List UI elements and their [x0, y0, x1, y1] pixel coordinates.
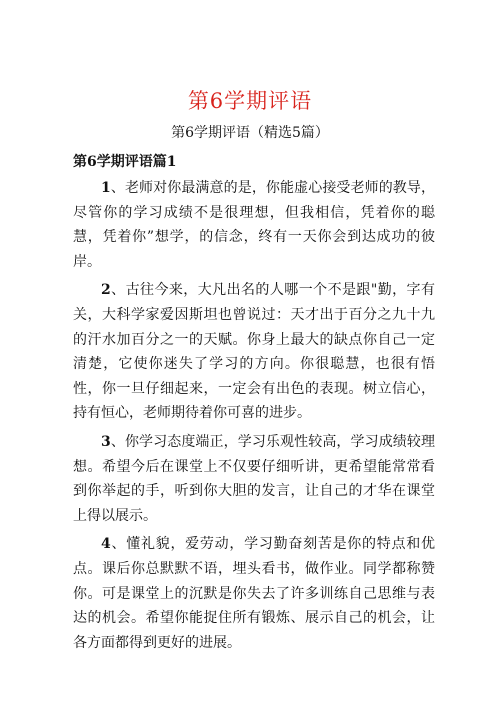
comment-paragraph-3: [73, 430, 435, 528]
comment-paragraph-4: [73, 532, 435, 655]
document-body: [73, 176, 435, 659]
paragraph-text: 、懂礼貌，爱劳动，学习勤奋刻苦是你的特点和优点。课后你总默默不语，埋头看书，做作业。同学都称赞你。可是课堂上的沉默是你失去了许多训练自己思维与表达的机会。希望你能捉住所有锻炼、展示自己的机会，让各方面都得到更好的进展。: [73, 536, 435, 651]
comment-paragraph-2: [73, 278, 435, 426]
paragraph-number: 2: [101, 282, 111, 299]
paragraph-number: 3: [101, 433, 111, 450]
section-heading-text: 第6学期评语篇1: [73, 154, 177, 170]
paragraph-number: 1: [101, 180, 111, 196]
paragraph-text: 、你学习态度端正，学习乐观性较高，学习成绩较理想。希望今后在课堂上不仅要仔细听讲，更希望能常常看到你举起的手，听到你大胆的发言，让自己的才华在课堂上得以展示。: [73, 433, 435, 524]
paragraph-text: 、古往今来，大凡出名的人哪一个不是跟"勤，字有关，大科学家爱因斯坦也曾说过：天才出于百分之九十九的汗水加百分之一的天赋。你身上最大的缺点你自己一定清楚，它使你迷失了学习的方向。你很聪慧，也很有悟性，你一旦仔细起来，一定会有出色的表现。树立信心，持有恒心，老师期待着你可喜的进步。: [73, 282, 435, 422]
section-heading: [73, 151, 176, 173]
document-title: 第6学期评语: [187, 89, 313, 113]
paragraph-number: 4: [101, 536, 111, 553]
paragraph-text: 、老师对你最满意的是，你能虚心接受老师的教导，尽管你的学习成绩不是很理想，但我相信，凭着你的聪慧，凭着你”想学，的信念，终有一天你会到达成功的彼岸。: [73, 180, 435, 270]
document-subtitle: 第6学期评语（精选5篇）: [171, 125, 329, 141]
comment-paragraph-1: [73, 176, 435, 274]
